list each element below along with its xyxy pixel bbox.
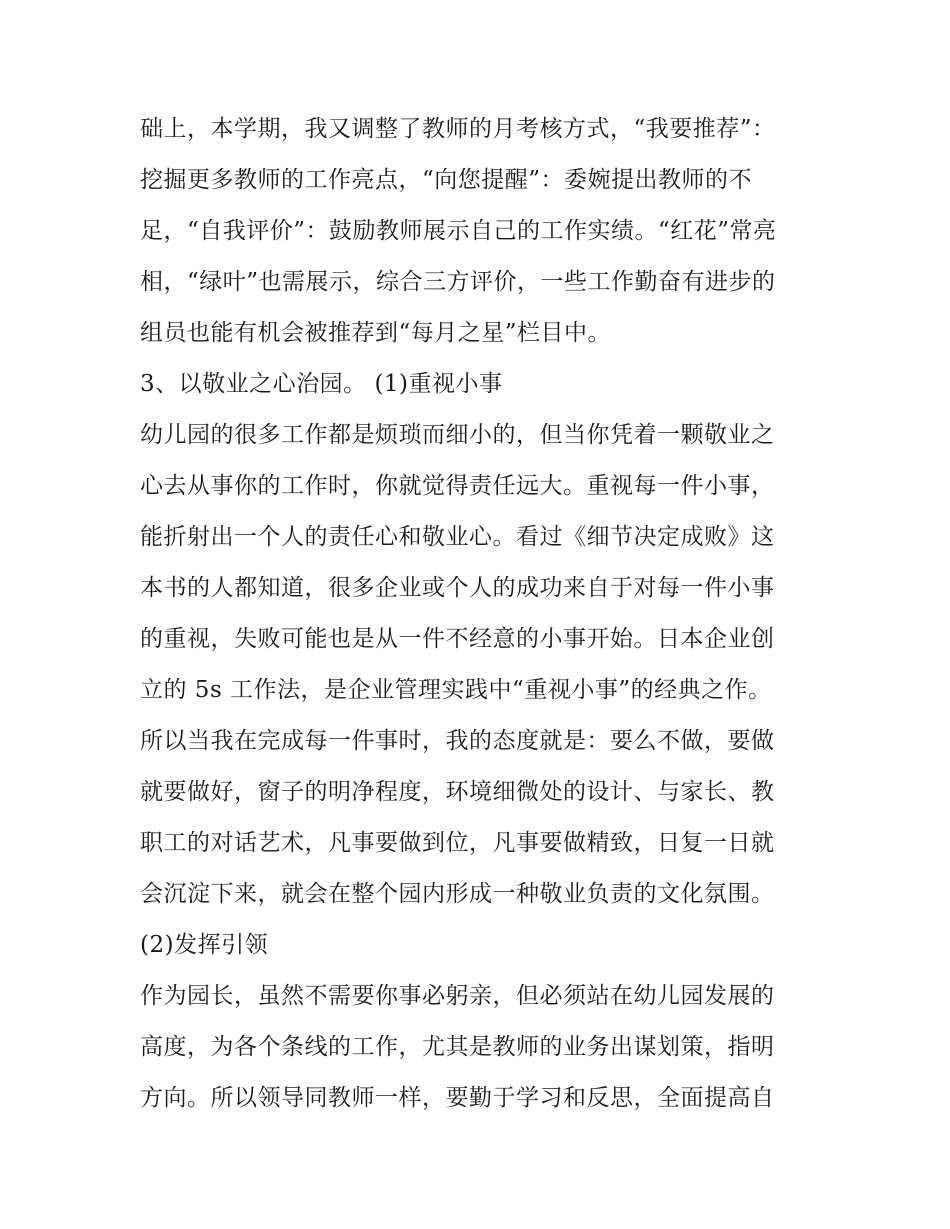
section-heading: 3、以敬业之心治园。 (1)重视小事 bbox=[140, 371, 503, 397]
text-line: 作为园长，虽然不需要你事必躬亲，但必须站在幼儿园发展的 bbox=[140, 983, 775, 1009]
text-line: 础上，本学期，我又调整了教师的月考核方式，“我要推荐”： bbox=[140, 116, 776, 142]
text-line: 会沉淀下来，就会在整个园内形成一种敬业负责的文化氛围。 bbox=[140, 881, 775, 907]
text-line: 方向。所以领导同教师一样，要勤于学习和反思，全面提高自 bbox=[140, 1085, 775, 1111]
text-line: 幼儿园的很多工作都是烦琐而细小的，但当你凭着一颗敬业之 bbox=[140, 422, 775, 448]
text-line: 所以当我在完成每一件事时，我的态度就是：要么不做，要做 bbox=[140, 728, 775, 754]
text-line: 高度，为各个条线的工作，尤其是教师的业务出谋划策，指明 bbox=[140, 1034, 775, 1060]
text-line: 组员也能有机会被推荐到“每月之星”栏目中。 bbox=[140, 320, 612, 346]
text-line: 职工的对话艺术，凡事要做到位，凡事要做精致，日复一日就 bbox=[140, 830, 775, 856]
text-line: 本书的人都知道，很多企业或个人的成功来自于对每一件小事 bbox=[140, 575, 775, 601]
text-line: 的重视，失败可能也是从一件不经意的小事开始。日本企业创 bbox=[140, 626, 775, 652]
text-line: 就要做好，窗子的明净程度，环境细微处的设计、与家长、教 bbox=[140, 779, 775, 805]
body-text bbox=[140, 104, 820, 1124]
text-line: 足，“自我评价”：鼓励教师展示自己的工作实绩。“红花”常亮 bbox=[140, 218, 777, 244]
subsection-heading: (2)发挥引领 bbox=[140, 932, 269, 958]
text-line: 能折射出一个人的责任心和敬业心。看过《细节决定成败》这 bbox=[140, 524, 775, 550]
text-line: 相，“绿叶”也需展示，综合三方评价，一些工作勤奋有进步的 bbox=[140, 269, 776, 295]
text-line: 挖掘更多教师的工作亮点，“向您提醒”：委婉提出教师的不 bbox=[140, 167, 753, 193]
text-line: 立的 5s 工作法，是企业管理实践中“重视小事”的经典之作。 bbox=[140, 677, 772, 703]
text-line: 心去从事你的工作时，你就觉得责任远大。重视每一件小事， bbox=[140, 473, 775, 499]
